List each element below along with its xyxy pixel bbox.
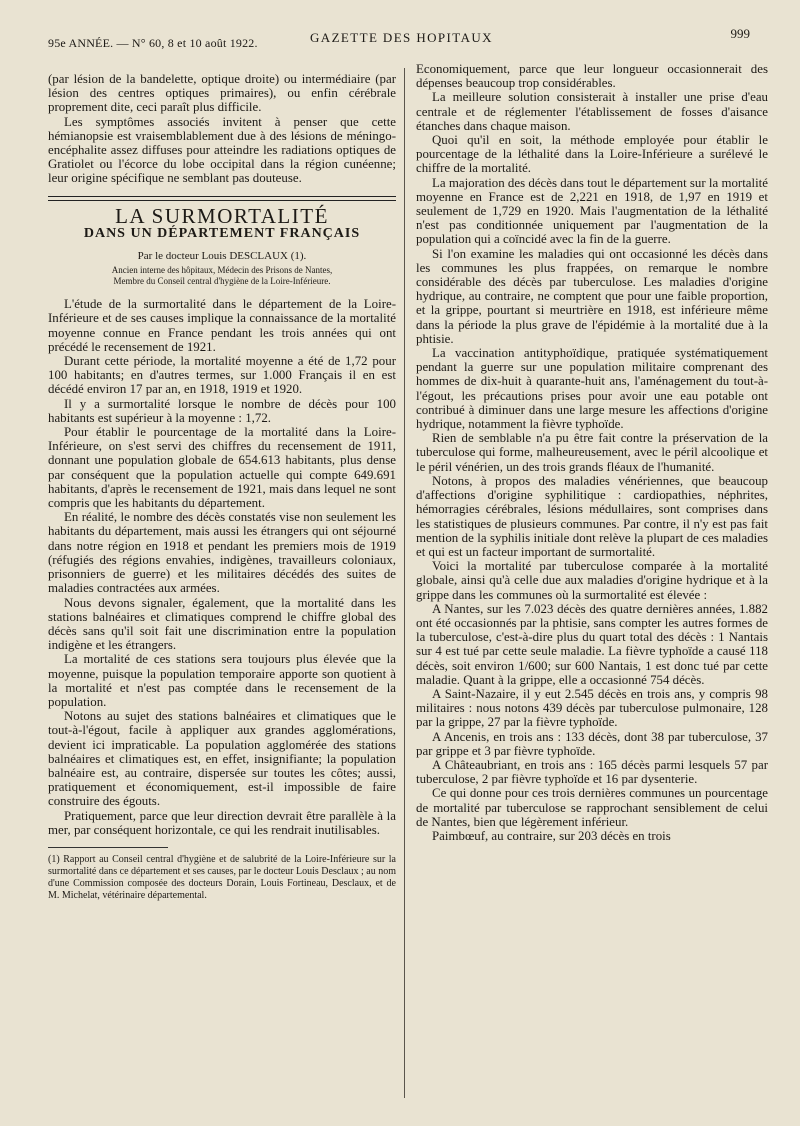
author-affiliation <box>48 265 396 287</box>
section-divider <box>48 196 396 201</box>
page-number: 999 <box>730 26 750 41</box>
paragraph: La mortalité de ces stations sera toujours plus élevée que la moyenne, puisque la population temporaire apporte son quotient à la mortalité et n'est pas comptée dans le recensement de la population. <box>48 652 396 709</box>
paragraph: Rien de semblable n'a pu être fait contre la préservation de la tuberculose qui forme, malheureusement, avec le péril alcoolique et le péril vénérien, un des trois grands fléaux de l'humanité. <box>416 431 768 474</box>
paragraph: A Nantes, sur les 7.023 décès des quatre dernières années, 1.882 ont été occasionnés par la phtisie, sans compter les autres formes de la tuberculose, c'est-à-dire plus du quart total des décès : 1 Nantais sur 4 est tué par cette seule maladie. La fièvre typhoïde a causé 118 décès, soit environ 1/600; sur 600 Nantais, 1 est donc tué par cette maladie. Quant à la grippe, elle a occasionné 754 décès. <box>416 601 768 687</box>
paragraph: Il y a surmortalité lorsque le nombre de décès pour 100 habitants est supérieur à la moyenne : 1,72. <box>48 396 396 425</box>
paragraph: Voici la mortalité par tuberculose comparée à la mortalité globale, ainsi qu'à celle due aux maladies d'origine hydrique et à la grippe dans les communes où la surmortalité est élevée : <box>416 559 768 602</box>
paragraph: La vaccination antityphoïdique, pratiquée systématiquement pendant la guerre sur une population militaire comprenant des hommes de dix-huit à quarante-huit ans, l'aménagement du tout-à-l'égout, les précautions prises pour avoir une eau potable ont contribué à diminuer dans une large mesure les affections d'origine hydrique, notamment la fièvre typhoïde. <box>416 346 768 432</box>
paragraph: A Ancenis, en trois ans : 133 décès, dont 38 par tuberculose, 37 par grippe et 3 par fièvre typhoïde. <box>416 729 768 758</box>
footnote: (1) Rapport au Conseil central d'hygiène et de salubrité de la Loire-Inférieure sur la surmortalité dans ce département et ses causes, par le docteur Louis Desclaux ; au nom d'une Commission composée des docteurs Dorain, Louis Fortineau, Desclaux, et de M. Michelat, vétérinaire départemental. <box>48 853 396 901</box>
paragraph: Quoi qu'il en soit, la méthode employée pour établir le pourcentage de la léthalité dans la Loire-Inférieure a surélevé le chiffre de la mortalité. <box>416 133 768 176</box>
byline: Par le docteur Louis DESCLAUX (1). <box>137 250 307 263</box>
paragraph: Pour établir le pourcentage de la mortalité dans la Loire-Inférieure, on s'est servi des chiffres du recensement de 1911, donnant une population globale de 654.613 habitants, plus dense par conséquent que la population actuelle qui compte 649.691 habitants, d'après le recensement de 1921, mais dans lequel ne sont compris que les habitants du département. <box>48 425 396 511</box>
affiliation-line: Membre du Conseil central d'hygiène de la Loire-Inférieure. <box>113 276 331 287</box>
paragraph: Durant cette période, la mortalité moyenne a été de 1,72 pour 100 habitants; en d'autres termes, sur 1.000 Français il en est décédé environ 17 par an, en 1918, 1919 et 1920. <box>48 354 396 397</box>
paragraph: En réalité, le nombre des décès constatés vise non seulement les habitants du département, mais aussi les étrangers qui ont séjourné dans notre région en 1918 et pendant les premiers mois de 1919 (réfugiés des régions envahies, indigènes, travailleurs coloniaux, prisonniers de guerre) et les militaires décédés des suites de maladies contractées aux armées. <box>48 510 396 596</box>
article-subtitle: DANS UN DÉPARTEMENT FRANÇAIS <box>83 225 361 241</box>
journal-title: GAZETTE DES HOPITAUX <box>310 30 493 45</box>
issue-line: 95e ANNÉE. — N° 60, 8 et 10 août 1922. <box>48 36 258 50</box>
paragraph: La meilleure solution consisterait à installer une prise d'eau centrale et de réglementer l'établissement de fosses d'aisance étanches dans chaque maison. <box>416 90 768 133</box>
paragraph: Pratiquement, parce que leur direction devrait être parallèle à la mer, par conséquent horizontale, ce qui les rendrait inutilisables. <box>48 808 396 837</box>
paragraph: A Châteaubriant, en trois ans : 165 décès parmi lesquels 57 par tuberculose, 2 par fièvre typhoïde et 16 par dysenterie. <box>416 757 768 787</box>
right-column <box>416 62 768 843</box>
paragraph: La majoration des décès dans tout le département sur la mortalité moyenne en France est de 2,221 en 1918, de 1,97 en 1919 et seulement de 1,729 en 1920. Mais l'augmentation de la léthalité n'est pas conditionnée uniquement par l'augmentation de la population qui a coïncidé avec la fin de la guerre. <box>416 175 768 247</box>
paragraph: Notons, à propos des maladies vénériennes, que beaucoup d'affections d'origine syphilitique : cardiopathies, néphrites, hémorragies cérébrales, lésions médullaires, sont comprises dans les statistiques de plusieurs communes. Par contre, il n'y est pas fait mention de la syphilis initiale dont relève la plupart de ces maladies et qui est un facteur important de surmortalité. <box>416 473 768 559</box>
affiliation-line: Ancien interne des hôpitaux, Médecin des Prisons de Nantes, <box>111 265 333 276</box>
paragraph: Notons au sujet des stations balnéaires et climatiques que le tout-à-l'égout, facile à appliquer aux grandes agglomérations, devient ici impraticable. La population agglomérée des stations balnéaires et climatiques est, en effet, insignifiante; la population balnéaire est, au contraire, dispersée sur toutes les côtes; aussi, pratiquement et économiquement, est-il impossible de faire construire des égouts. <box>48 709 396 809</box>
paragraph: A Saint-Nazaire, il y eut 2.545 décès en trois ans, y compris 98 militaires : nous notons 439 décès par tuberculose pulmonaire, 128 par la grippe, 27 par la fièvre typhoïde. <box>416 686 768 730</box>
paragraph: Nous devons signaler, également, que la mortalité dans les stations balnéaires et climatiques comprend le chiffre global des décès sans qu'il soit fait une discrimination entre la population indigène et les étrangers. <box>48 595 396 653</box>
paragraph: Ce qui donne pour ces trois dernières communes un pourcentage de mortalité par tuberculose se rapprochant sensiblement de celui de Nantes, bien que légèrement inférieur. <box>416 786 768 829</box>
paragraph: Si l'on examine les maladies qui ont occasionné les décès dans les communes les plus frappées, on remarque le nombre considérable des décès par tuberculose. Les maladies d'origine hydrique, au contraire, ne comptent que pour une faible proportion, et la grippe, pourtant si meurtrière en 1918, est inférieure même dans la période la plus grave de l'épidémie à la mortalité due à la phtisie. <box>416 246 768 346</box>
paragraph: L'étude de la surmortalité dans le département de la Loire-Inférieure et de ses causes implique la connaissance de la mortalité moyenne connue en France pendant les trois années qui ont précédé le recensement de 1921. <box>48 297 396 354</box>
left-column <box>48 72 396 902</box>
paragraph: Paimbœuf, au contraire, sur 203 décès en trois <box>432 828 671 843</box>
paragraph: (par lésion de la bandelette, optique droite) ou intermédiaire (par lésion des centres optiques primaires), ou enfin cérébrale proprement dite, ceci paraît plus difficile. <box>48 72 396 115</box>
paragraph: Economiquement, parce que leur longueur occasionnerait des dépenses beaucoup trop considérables. <box>416 62 768 91</box>
paragraph: Les symptômes associés invitent à penser que cette hémianopsie est vraisemblablement due à des lésions de méningo-encéphalite assez diffuses pour atteindre les radiations optiques de Gratiolet ou l'écorce du lobe occipital dans la région cunéenne; leur origine spécifique ne semblant pas douteuse. <box>48 114 396 186</box>
footnote-divider <box>48 847 168 848</box>
column-divider <box>404 68 405 1098</box>
page-header <box>48 26 750 50</box>
article-title: LA SURMORTALITÉ <box>115 203 329 228</box>
